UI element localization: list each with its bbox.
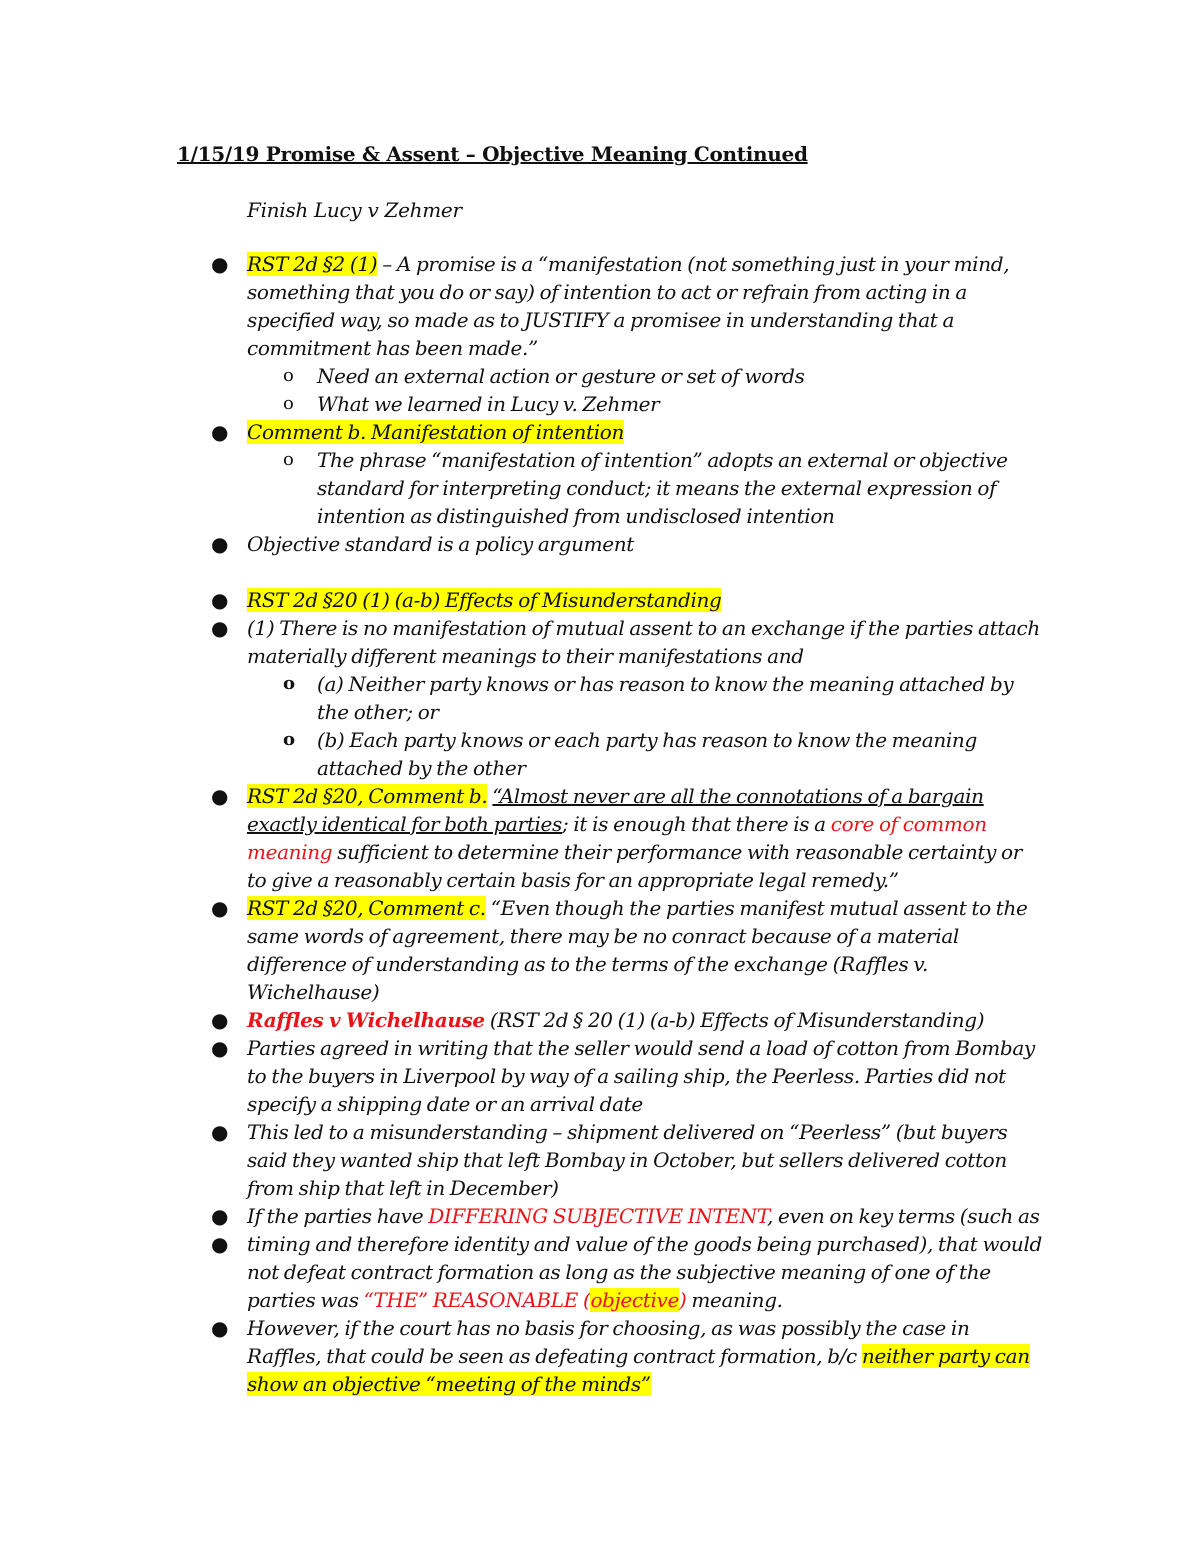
filled-bullet-icon: ● bbox=[211, 532, 229, 556]
notes-list bbox=[0, 250, 1200, 1398]
hollow-bullet-icon: o bbox=[283, 393, 294, 414]
item-text: What we learned in Lucy v. Zehmer bbox=[317, 392, 660, 416]
list-item bbox=[211, 250, 1042, 362]
sub-list-item bbox=[283, 726, 1042, 782]
highlighted-citation: RST 2d §20, Comment c. bbox=[247, 896, 486, 920]
item-text: Objective standard is a policy argument bbox=[247, 532, 634, 556]
sub-list-item bbox=[283, 362, 1042, 390]
highlighted-heading: RST 2d §20 (1) (a-b) Effects of Misunderstanding bbox=[247, 588, 722, 612]
hollow-bullet-icon: o bbox=[283, 449, 294, 470]
list-item bbox=[211, 894, 1042, 1006]
highlighted-citation: RST 2d §2 (1) bbox=[247, 252, 378, 276]
list-item bbox=[211, 530, 1042, 558]
item-text: The phrase “manifestation of intention” adopts an external or objective standard for interpreting conduct; it means the external expression of intention as distinguished from undisclosed intention bbox=[317, 448, 1008, 528]
list-item bbox=[211, 1314, 1042, 1398]
sub-list-item bbox=[283, 446, 1042, 530]
list-item bbox=[211, 1034, 1042, 1118]
item-text: – A promise is a “manifestation (not something just in your mind, something that you do or say) of intention to act or refrain from acting in a specified way, so made as to JUSTIFY a promisee in understanding that a commitment has been made.” bbox=[247, 252, 1010, 360]
filled-bullet-icon: ● bbox=[211, 1232, 229, 1256]
item-text: timing and therefore identity and value of the goods being purchased), that would not defeat contract formation as long as the subjective meaning of one of the parties was bbox=[247, 1232, 1042, 1312]
list-item bbox=[211, 586, 1042, 614]
item-text: Parties agreed in writing that the seller would send a load of cotton from Bombay to the buyers in Liverpool by way of a sailing ship, the Peerless. Parties did not specify a shipping date or an arrival date bbox=[247, 1036, 1035, 1116]
red-emphasis: “THE” REASONABLE ( bbox=[363, 1288, 591, 1312]
blank-line bbox=[0, 558, 1200, 586]
item-text: sufficient to determine their performance with reasonable certainty or to give a reasonably certain basis for an appropriate legal remedy.” bbox=[247, 840, 1022, 892]
filled-bullet-icon: ● bbox=[211, 420, 229, 444]
item-text: (a) Neither party knows or has reason to know the meaning attached by the other; or bbox=[317, 672, 1014, 724]
red-highlighted-emphasis: objective bbox=[590, 1288, 679, 1312]
filled-bullet-icon: ● bbox=[211, 784, 229, 808]
sub-list-item bbox=[283, 670, 1042, 726]
item-text: Need an external action or gesture or set of words bbox=[317, 364, 805, 388]
filled-bullet-icon: ● bbox=[211, 1204, 229, 1228]
filled-bullet-icon: ● bbox=[211, 896, 229, 920]
item-text: (RST 2d § 20 (1) (a-b) Effects of Misunderstanding) bbox=[484, 1008, 985, 1032]
item-text: ; it is enough that there is a bbox=[561, 812, 831, 836]
filled-bullet-icon: ● bbox=[211, 252, 229, 276]
case-name: Raffles v Wichelhause bbox=[247, 1008, 485, 1032]
item-text: (b) Each party knows or each party has reason to know the meaning attached by the other bbox=[317, 728, 977, 780]
filled-bullet-icon: ● bbox=[211, 1120, 229, 1144]
filled-bullet-icon: ● bbox=[211, 1316, 229, 1340]
red-emphasis: core of common meaning bbox=[247, 812, 987, 864]
item-text: meaning. bbox=[686, 1288, 783, 1312]
filled-bullet-icon: ● bbox=[211, 1008, 229, 1032]
list-item bbox=[211, 418, 1042, 446]
item-text: However, if the court has no basis for choosing, as was possibly the case in Raffles, that could be seen as defeating contract formation, b/c bbox=[247, 1316, 970, 1368]
item-text: This led to a misunderstanding – shipment delivered on “Peerless” (but buyers said they wanted ship that left Bombay in October, but sellers delivered cotton from ship that left in December) bbox=[247, 1120, 1008, 1200]
list-item bbox=[211, 782, 1042, 894]
page-title: 1/15/19 Promise & Assent – Objective Meaning Continued bbox=[177, 142, 808, 166]
hollow-bullet-icon: o bbox=[283, 729, 295, 750]
list-item bbox=[211, 1230, 1042, 1314]
red-emphasis: DIFFERING SUBJECTIVE INTENT bbox=[428, 1204, 767, 1228]
list-item bbox=[211, 1202, 1042, 1230]
item-text: If the parties have bbox=[247, 1204, 429, 1228]
list-item bbox=[211, 614, 1042, 670]
highlighted-conclusion: neither party can show an objective “meeting of the minds” bbox=[247, 1344, 1030, 1396]
item-text: “Even though the parties manifest mutual assent to the same words of agreement, there may be no conract because of a material difference of understanding as to the terms of the exchange (Raffles v. Wichelhause) bbox=[247, 896, 1028, 1004]
hollow-bullet-icon: o bbox=[283, 673, 295, 694]
item-text: , even on key terms (such as bbox=[766, 1204, 1040, 1228]
item-text: (1) There is no manifestation of mutual assent to an exchange if the parties attach materially different meanings to their manifestations and bbox=[247, 616, 1040, 668]
highlighted-citation: RST 2d §20, Comment b. bbox=[247, 784, 488, 808]
red-emphasis: ) bbox=[678, 1288, 687, 1312]
page-subtitle: Finish Lucy v Zehmer bbox=[247, 198, 462, 222]
filled-bullet-icon: ● bbox=[211, 1036, 229, 1060]
filled-bullet-icon: ● bbox=[211, 616, 229, 640]
list-item bbox=[211, 1006, 1042, 1034]
sub-list-item bbox=[283, 390, 1042, 418]
underlined-quote: “Almost never are all the connotations of a bargain exactly identical for both parties bbox=[247, 784, 984, 836]
hollow-bullet-icon: o bbox=[283, 365, 294, 386]
highlighted-heading: Comment b. Manifestation of intention bbox=[247, 420, 624, 444]
filled-bullet-icon: ● bbox=[211, 588, 229, 612]
list-item bbox=[211, 1118, 1042, 1202]
